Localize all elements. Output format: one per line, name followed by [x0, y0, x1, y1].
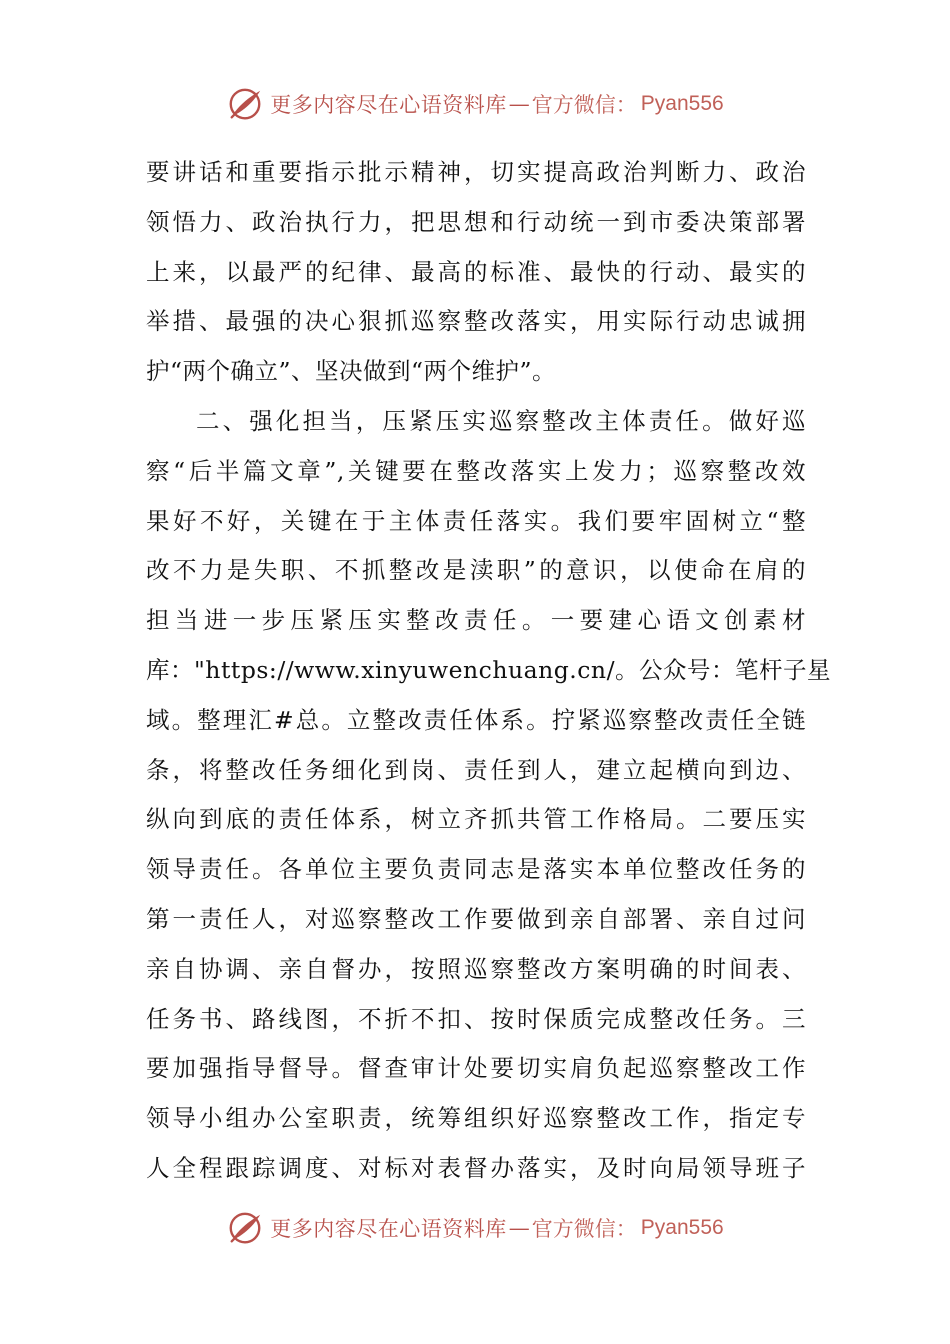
text-line: 改不力是失职、不抓整改是渎职”的意识，以使命在肩的 — [146, 556, 806, 585]
text-line: 二、强化担当，压紧压实巡察整改主体责任。做好巡 — [196, 406, 806, 435]
text-line: 纵向到底的责任体系，树立齐抓共管工作格局。二要压实 — [146, 805, 806, 834]
text-line: 领导责任。各单位主要负责同志是落实本单位整改任务的 — [146, 855, 806, 884]
text-line: 条，将整改任务细化到岗、责任到人，建立起横向到边、 — [146, 755, 806, 784]
document-body — [146, 148, 831, 1194]
text-line: 亲自协调、亲自督办，按照巡察整改方案明确的时间表、 — [146, 954, 806, 983]
text-line: 域。整理汇#总。立整改责任体系。拧紧巡察整改责任全链 — [146, 705, 806, 734]
text-line: 举措、最强的决心狠抓巡察整改落实，用实际行动忠诚拥 — [146, 307, 806, 336]
header-banner — [0, 80, 950, 128]
banner-text: 更多内容尽在心语资料库 — [270, 1217, 507, 1241]
quill-logo-icon — [226, 1209, 264, 1247]
text-line: 领悟力、政治执行力，把思想和行动统一到市委决策部署 — [146, 207, 806, 236]
banner-wechat-label: 官方微信： — [531, 93, 637, 117]
banner-wechat-id: Pyan556 — [640, 92, 724, 115]
text-line: 担当进一步压紧压实整改责任。一要建心语文创素材 — [146, 606, 806, 635]
text-line: 任务书、路线图，不折不扣、按时保质完成整改任务。三 — [146, 1004, 806, 1033]
banner-wechat-label: 官方微信： — [531, 1217, 637, 1241]
text-line: 要讲话和重要指示批示精神，切实提高政治判断力、政治 — [146, 158, 806, 186]
footer-banner — [0, 1204, 950, 1252]
banner-separator: — — [508, 92, 530, 116]
text-line: 要加强指导督导。督查审计处要切实肩负起巡察整改工作 — [146, 1054, 806, 1083]
quill-logo-icon — [226, 85, 264, 123]
banner-separator: — — [508, 1216, 530, 1240]
banner-text: 更多内容尽在心语资料库 — [270, 93, 507, 117]
text-line: 察“后半篇文章”,关键要在整改落实上发力；巡察整改效 — [146, 456, 806, 485]
text-line: 第一责任人，对巡察整改工作要做到亲自部署、亲自过问 — [146, 904, 806, 933]
text-line: 库："https://www.xinyuwenchuang.cn/。公众号：笔杆子星 — [146, 655, 831, 684]
banner-wechat-id: Pyan556 — [640, 1216, 724, 1239]
text-line: 果好不好，关键在于主体责任落实。我们要牢固树立“整 — [146, 506, 806, 535]
text-line: 护“两个确立”、坚决做到“两个维护”。 — [146, 357, 557, 386]
text-line: 上来，以最严的纪律、最高的标准、最快的行动、最实的 — [146, 257, 806, 286]
text-line: 领导小组办公室职责，统筹组织好巡察整改工作，指定专 — [146, 1104, 806, 1133]
text-line: 人全程跟踪调度、对标对表督办落实，及时向局领导班子 — [146, 1153, 806, 1182]
